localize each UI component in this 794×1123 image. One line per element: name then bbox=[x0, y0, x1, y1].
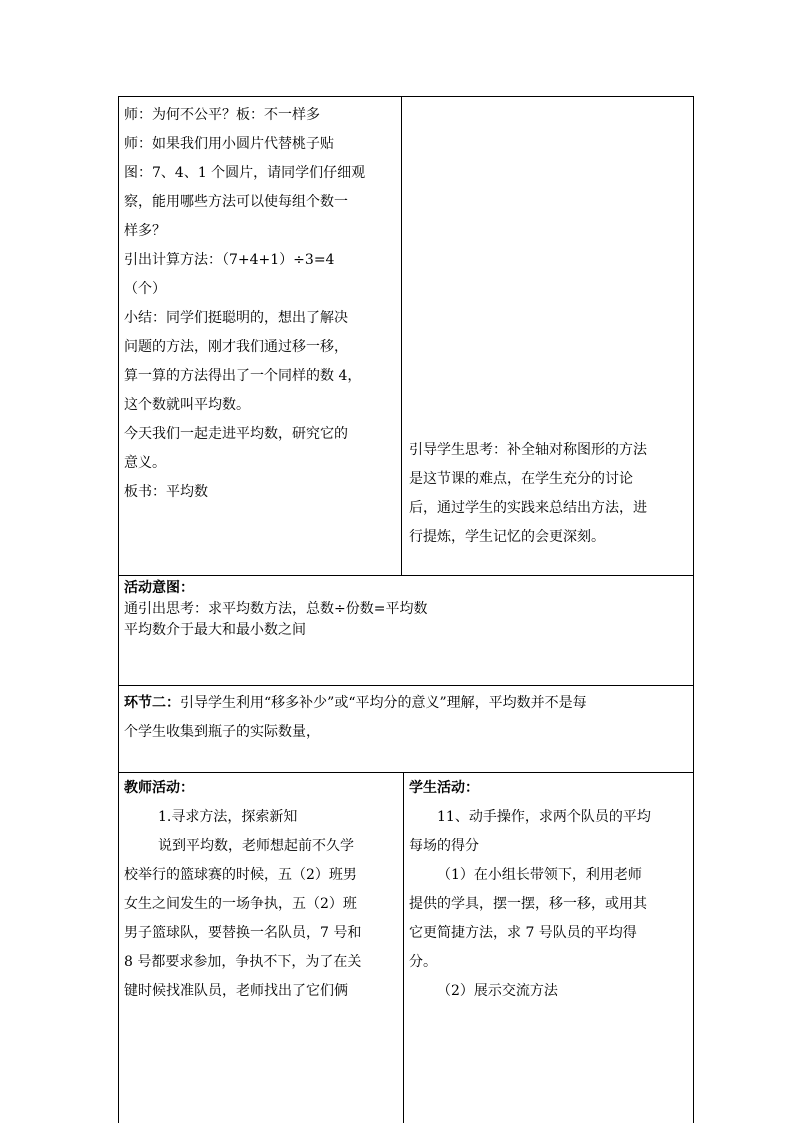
row-divider-1 bbox=[118, 575, 694, 576]
text-line: 校举行的篮球赛的时候，五（2）班男 bbox=[124, 867, 357, 883]
column-divider-bottom bbox=[403, 772, 404, 1123]
top-left-cell bbox=[124, 101, 399, 507]
text-line: 平均数介于最大和最小数之间 bbox=[124, 622, 306, 638]
text-line: 算一算的方法得出了一个同样的数 4， bbox=[124, 368, 362, 384]
text-line: 分。 bbox=[409, 954, 437, 970]
text-line: 问题的方法，刚才我们通过移一移， bbox=[124, 339, 348, 355]
teacher-activity-header: 教师活动： bbox=[124, 780, 194, 796]
activity-intent-cell bbox=[124, 578, 690, 641]
activity-intent-label: 活动意图： bbox=[124, 580, 194, 596]
text-line: 引导学生利用“移多补少”或“平均分的意义”理解，平均数并不是每 bbox=[180, 695, 587, 711]
text-line: 意义。 bbox=[124, 455, 166, 471]
text-line: 提供的学具，摆一摆，移一移，或用其 bbox=[409, 896, 647, 912]
text-line: （2）展示交流方法 bbox=[437, 983, 558, 999]
student-activity-cell bbox=[409, 774, 691, 1006]
text-line: 今天我们一起走进平均数，研究它的 bbox=[124, 426, 348, 442]
text-line: 引导学生思考：补全轴对称图形的方法 bbox=[409, 442, 647, 458]
text-line: 说到平均数，老师想起前不久学 bbox=[158, 838, 354, 854]
text-line: 板书：平均数 bbox=[124, 484, 208, 500]
text-line: 11、动手操作，求两个队员的平均 bbox=[437, 809, 651, 825]
student-activity-header: 学生活动： bbox=[409, 780, 479, 796]
text-line: 它更简捷方法，求 7 号队员的平均得 bbox=[409, 925, 637, 941]
section-two-label: 环节二： bbox=[124, 695, 180, 711]
text-line: （1）在小组长带领下，利用老师 bbox=[437, 867, 642, 883]
text-line: 察，能用哪些方法可以使每组个数一 bbox=[124, 194, 348, 210]
text-line: 师：如果我们用小圆片代替桃子贴 bbox=[124, 136, 334, 152]
text-line: 这个数就叫平均数。 bbox=[124, 397, 250, 413]
text-line: 键时候找准队员，老师找出了它们俩 bbox=[124, 983, 348, 999]
text-line: 通引出思考：求平均数方法，总数÷份数=平均数 bbox=[124, 601, 428, 617]
text-line: 师：为何不公平？板：不一样多 bbox=[124, 107, 320, 123]
text-line: 每场的得分 bbox=[409, 838, 479, 854]
text-line: （个） bbox=[124, 281, 166, 297]
section-two-cell bbox=[124, 689, 690, 747]
table-left-border bbox=[118, 96, 119, 1123]
row-divider-3 bbox=[118, 772, 694, 773]
table-top-border bbox=[118, 96, 694, 97]
text-line: 行提炼，学生记忆的会更深刻。 bbox=[409, 529, 605, 545]
text-line: 是这节课的难点，在学生充分的讨论 bbox=[409, 471, 633, 487]
text-line: 男子篮球队，要替换一名队员，7 号和 bbox=[124, 925, 362, 941]
text-line: 个学生收集到瓶子的实际数量， bbox=[124, 724, 320, 740]
row-divider-2 bbox=[118, 685, 694, 686]
column-divider-top bbox=[401, 96, 402, 575]
text-line: 图：7、4、1 个圆片，请同学们仔细观 bbox=[124, 165, 366, 181]
text-line: 后，通过学生的实践来总结出方法，进 bbox=[409, 500, 647, 516]
text-line: 8 号都要求参加，争执不下，为了在关 bbox=[124, 954, 362, 970]
section-two-line bbox=[124, 689, 690, 718]
text-line: 样多？ bbox=[124, 223, 166, 239]
text-line: 女生之间发生的一场争执，五（2）班 bbox=[124, 896, 357, 912]
text-line: 引出计算方法：（7+4+1）÷3=4 bbox=[124, 252, 335, 268]
text-line: 小结：同学们挺聪明的，想出了解决 bbox=[124, 310, 348, 326]
top-right-cell bbox=[409, 436, 691, 552]
text-line: 1.寻求方法，探索新知 bbox=[158, 809, 298, 825]
table-right-border bbox=[693, 96, 694, 1123]
teacher-activity-cell bbox=[124, 774, 400, 1006]
